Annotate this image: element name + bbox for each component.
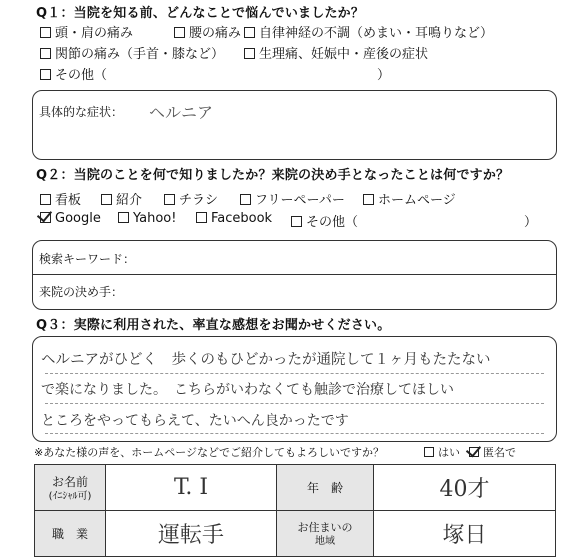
q1-option-head-shoulder[interactable]	[40, 22, 133, 41]
checkbox[interactable]	[101, 194, 112, 205]
job-value: 運転手	[157, 523, 224, 548]
q2-option-other[interactable]	[291, 211, 358, 230]
q2-option-yahoo[interactable]	[118, 211, 176, 226]
age-value: 40才	[439, 477, 490, 502]
checkbox-checked[interactable]	[469, 447, 479, 457]
age-label-cell	[277, 465, 374, 511]
consent-anon-option[interactable]	[469, 444, 516, 460]
q1-option-other[interactable]	[40, 64, 107, 83]
job-value-cell[interactable]	[106, 511, 277, 557]
symptom-label: 具体的な症状：	[39, 105, 124, 119]
symptom-box[interactable]	[32, 90, 557, 160]
option-label: Yahoo!	[133, 211, 177, 226]
checkbox[interactable]	[118, 212, 129, 223]
area-label-cell	[277, 511, 374, 557]
q1-other-close: ）	[377, 68, 391, 83]
q1-title: Q１：当院を知る前、どんなことで悩んでいましたか？	[36, 6, 365, 21]
option-label: 生理痛、妊娠中・産後の症状	[259, 47, 429, 62]
checkbox[interactable]	[40, 69, 51, 80]
q1-option-autonomic[interactable]	[244, 22, 493, 41]
option-label: チラシ	[179, 193, 219, 208]
checkbox[interactable]	[291, 216, 302, 227]
checkbox[interactable]	[244, 48, 255, 59]
job-label: 職 業	[51, 527, 88, 541]
age-value-cell[interactable]	[374, 465, 556, 511]
q2-other-close: ）	[524, 215, 538, 230]
option-label: はい	[438, 446, 460, 459]
checkbox-checked[interactable]	[40, 212, 51, 223]
consent-yes-option[interactable]	[424, 444, 460, 460]
ruled-line	[45, 403, 544, 404]
checkbox[interactable]	[40, 27, 51, 38]
checkbox[interactable]	[424, 447, 434, 457]
q2-option-signboard[interactable]	[40, 189, 81, 208]
q2-option-flyer[interactable]	[164, 189, 218, 208]
decision-label: 来院の決め手：	[39, 285, 124, 299]
area-value: 塚日	[442, 523, 487, 548]
impression-line: ところをやってもらえて、たいへん良かったです	[41, 413, 349, 429]
ruled-line	[45, 373, 544, 374]
q2-option-google[interactable]	[40, 211, 101, 226]
area-label: お住まいの	[297, 521, 353, 534]
q2-details-box[interactable]	[32, 240, 557, 310]
option-label: 腰の痛み	[189, 26, 242, 41]
q2-option-referral[interactable]	[101, 189, 142, 208]
divider	[33, 274, 556, 275]
option-label: 紹介	[116, 193, 143, 208]
option-label: 看板	[55, 193, 82, 208]
checkbox[interactable]	[240, 194, 251, 205]
q3-title: Q３：実際に利用された、率直な感想をお聞かせください。	[36, 318, 391, 333]
checkbox[interactable]	[164, 194, 175, 205]
ruled-line	[45, 433, 544, 434]
q2-option-homepage[interactable]	[363, 189, 456, 208]
checkbox[interactable]	[40, 194, 51, 205]
impression-line: ヘルニアがひどく 歩くのもひどかったが通院して１ヶ月もたたない	[41, 352, 491, 368]
checkbox[interactable]	[196, 212, 207, 223]
impression-box[interactable]	[32, 336, 557, 442]
keyword-label: 検索キーワード：	[39, 252, 136, 266]
q2-title: Q２：当院のことを何で知りましたか？来院の決め手となったことは何ですか？	[36, 168, 510, 183]
q1-option-joint[interactable]	[40, 43, 224, 62]
checkbox[interactable]	[40, 48, 51, 59]
symptom-value: ヘルニア	[149, 103, 214, 122]
name-label-cell	[35, 465, 106, 511]
option-label: Facebook	[211, 211, 273, 226]
name-value: T. I	[173, 475, 209, 500]
option-label: Google	[55, 211, 101, 226]
q2-option-free-paper[interactable]	[240, 189, 345, 208]
checkbox[interactable]	[363, 194, 374, 205]
q1-option-lower-back[interactable]	[174, 22, 241, 41]
checkbox[interactable]	[244, 27, 255, 38]
checkbox[interactable]	[174, 27, 185, 38]
option-label: 自律神経の不調（めまい・耳鳴りなど）	[259, 26, 494, 41]
impression-line: で楽になりました。 こちらがいわなくても触診で治療してほしい	[41, 382, 454, 398]
age-label: 年 齢	[306, 481, 343, 495]
name-label: お名前	[51, 474, 88, 489]
name-sub-label: (ｲﾆｼｬﾙ可)	[48, 490, 92, 502]
job-label-cell	[35, 511, 106, 557]
option-label: 関節の痛み（手首・膝など）	[55, 47, 225, 62]
option-label: ホームページ	[378, 193, 456, 208]
q2-option-facebook[interactable]	[196, 211, 272, 226]
q1-option-menstrual[interactable]	[244, 43, 428, 62]
option-label: 頭・肩の痛み	[55, 26, 134, 41]
area-sub-label: 地域	[315, 536, 335, 547]
respondent-info-table	[34, 464, 556, 557]
name-value-cell[interactable]	[106, 465, 277, 511]
option-label: フリーペーパー	[255, 193, 345, 208]
option-label: その他（	[55, 68, 108, 83]
area-value-cell[interactable]	[374, 511, 556, 557]
option-label: その他（	[306, 215, 359, 230]
option-label: 匿名で	[483, 446, 516, 459]
consent-question: ※あなた様の声を、ホームページなどでご紹介してもよろしいですか？	[34, 446, 384, 459]
